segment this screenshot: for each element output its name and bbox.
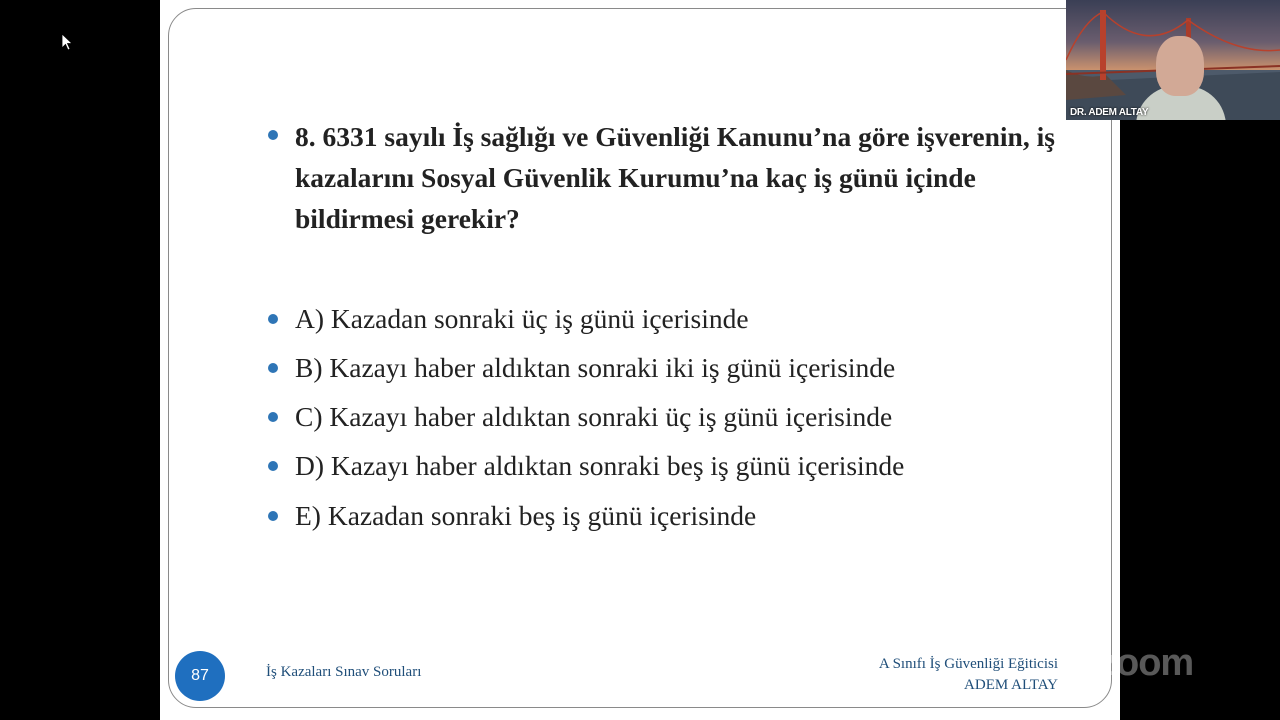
answer-bullet — [268, 461, 278, 471]
answer-bullet — [268, 511, 278, 521]
footer-author-role: A Sınıfı İş Güvenliği Eğiticisi — [878, 656, 1058, 672]
participant-head — [1156, 36, 1204, 96]
answer-b: B) Kazayı haber aldıktan sonraki iki iş günü içerisinde — [295, 352, 896, 383]
footer-title: İş Kazaları Sınav Soruları — [266, 664, 422, 680]
mouse-cursor-icon — [62, 34, 74, 57]
answer-d: D) Kazayı haber aldıktan sonraki beş iş günü içerisinde — [295, 450, 905, 481]
answer-bullet — [268, 314, 278, 324]
footer-author — [879, 654, 1058, 696]
question-bullet — [268, 130, 278, 140]
participant-video[interactable] — [1066, 0, 1280, 120]
answer-a: A) Kazadan sonraki üç iş günü içerisinde — [295, 303, 749, 334]
footer-author-name: ADEM ALTAY — [964, 677, 1058, 693]
answer-c: C) Kazayı haber aldıktan sonraki üç iş günü içerisinde — [295, 401, 893, 432]
answer-bullet — [268, 412, 278, 422]
presentation-slide — [160, 0, 1120, 720]
participant-name-label: DR. ADEM ALTAY — [1070, 107, 1149, 118]
answer-bullet — [268, 363, 278, 373]
answer-e: E) Kazadan sonraki beş iş günü içerisinde — [295, 500, 757, 531]
page-number-badge: 87 — [175, 651, 225, 701]
zoom-watermark-logo: zoom — [1098, 642, 1194, 684]
question-text: 8. 6331 sayılı İş sağlığı ve Güvenliği Kanunu’na göre işverenin, iş kazalarını Sosyal Güvenlik Kurumu’na kaç iş günü içinde bildirmesi gerekir? — [295, 121, 1055, 234]
